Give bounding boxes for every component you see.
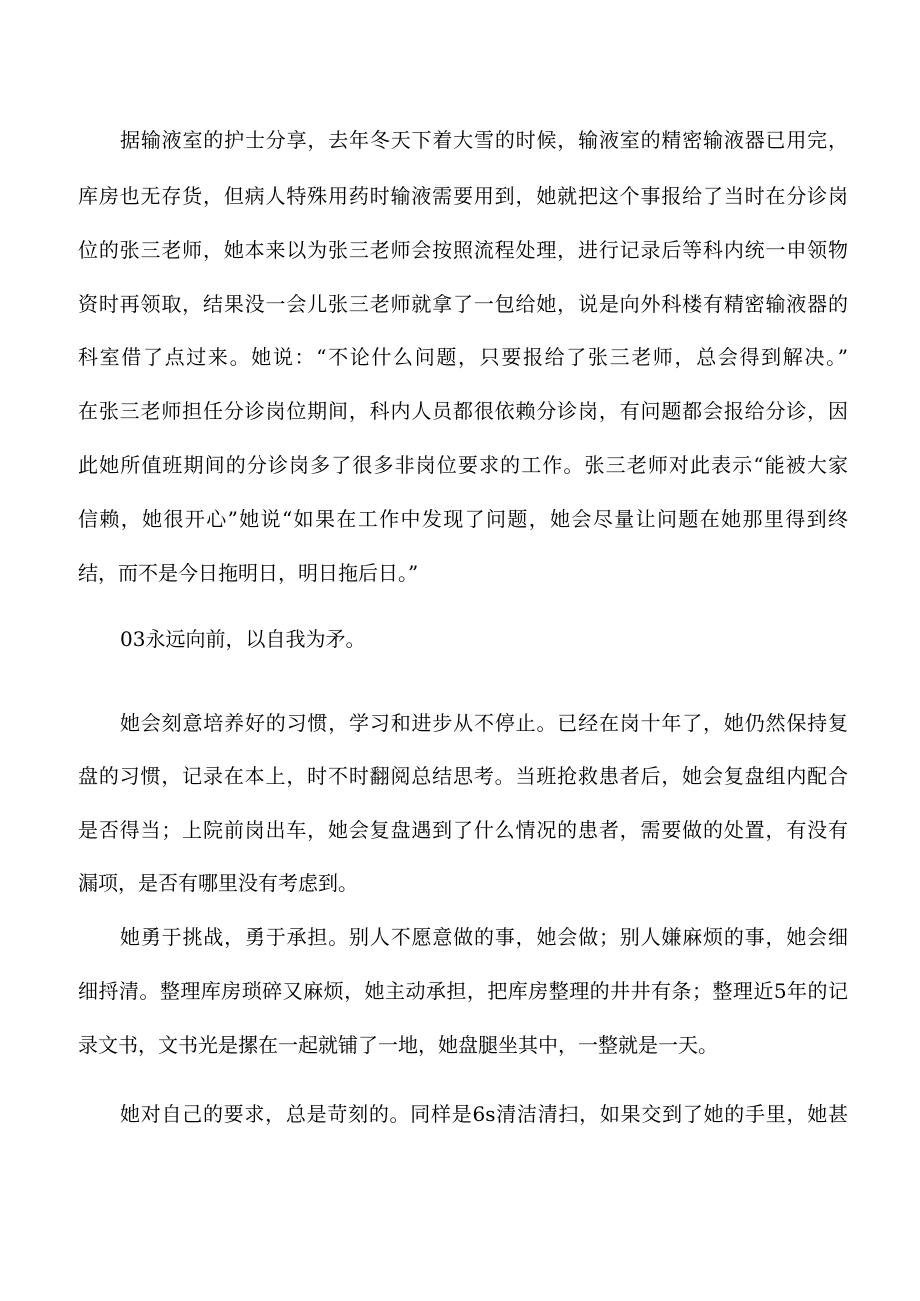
text-line: 位的张三老师，她本来以为张三老师会按照流程处理，进行记录后等科内统一申领物: [78, 238, 848, 262]
section-heading: 03永远向前，以自我为矛。: [120, 627, 366, 651]
text-line: 她对自己的要求，总是苛刻的。同样是6s清洁清扫，如果交到了她的手里，她甚: [120, 1102, 848, 1126]
text-line: 她会刻意培养好的习惯，学习和进步从不停止。已经在岗十年了，她仍然保持复: [120, 711, 848, 735]
text-line: 盘的习惯，记录在本上，时不时翻阅总结思考。当班抢救患者后，她会复盘组内配合: [78, 764, 848, 788]
text-line: 在张三老师担任分诊岗位期间，科内人员都很依赖分诊岗，有问题都会报给分诊，因: [78, 399, 848, 423]
text-line: 信赖，她很开心”她说“如果在工作中发现了问题，她会尽量让问题在她那里得到终: [78, 507, 848, 531]
text-line: 库房也无存货，但病人特殊用药时输液需要用到，她就把这个事报给了当时在分诊岗: [78, 184, 848, 208]
text-line: 据输液室的护士分享，去年冬天下着大雪的时候，输液室的精密输液器已用完，: [120, 128, 848, 152]
text-line: 是否得当；上院前岗出车，她会复盘遇到了什么情况的患者，需要做的处置，有没有: [78, 818, 848, 842]
text-line: 漏项，是否有哪里没有考虑到。: [78, 871, 358, 895]
text-line: 录文书，文书光是摞在一起就铺了一地，她盘腿坐其中，一整就是一天。: [78, 1033, 718, 1057]
text-line: 她勇于挑战，勇于承担。别人不愿意做的事，她会做；别人嫌麻烦的事，她会细: [120, 925, 848, 949]
text-line: 此她所值班期间的分诊岗多了很多非岗位要求的工作。张三老师对此表示“能被大家: [78, 453, 848, 477]
text-line: 结，而不是今日拖明日，明日拖后日。”: [78, 561, 419, 585]
text-line: 资时再领取，结果没一会儿张三老师就拿了一包给她，说是向外科楼有精密输液器的: [78, 292, 848, 316]
text-line: 科室借了点过来。她说：“不论什么问题，只要报给了张三老师，总会得到解决。”: [78, 345, 848, 369]
text-line: 细捋清。整理库房琐碎又麻烦，她主动承担，把库房整理的井井有条；整理近5年的记: [78, 979, 848, 1003]
